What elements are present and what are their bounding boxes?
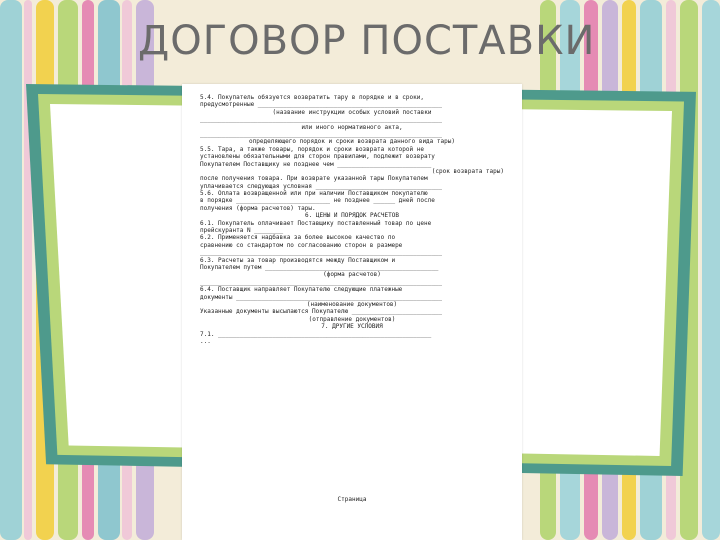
document-line: 5.6. Оплата возвращенной или при наличии Поставщиком покупателю bbox=[200, 190, 428, 198]
slide-title: ДОГОВОР ПОСТАВКИ bbox=[138, 18, 596, 64]
document-page bbox=[182, 84, 522, 540]
page-label: Страница bbox=[337, 496, 367, 503]
document-line: 5.5. Тара, а также товары, порядок и сроки возврата которой не bbox=[200, 145, 424, 153]
document-line: после получения товара. При возврате указанной тары Покупателем bbox=[200, 175, 428, 183]
document-line: (наименование документов) bbox=[306, 300, 398, 308]
document-line: (срок возврата тары) bbox=[431, 167, 504, 175]
document-line: определяющего порядок и сроки возврата данного вида тары) bbox=[249, 138, 455, 146]
document-line: 6. ЦЕНЫ И ПОРЯДОК РАСЧЕТОВ bbox=[305, 212, 399, 220]
document-text bbox=[200, 94, 504, 345]
document-line: ___________________________________________________________________ bbox=[200, 130, 443, 138]
document-line: документы _________________________________________________________ bbox=[200, 293, 443, 301]
document-line: или иного нормативного акта, bbox=[301, 123, 403, 131]
document-line: 7.1. ___________________________________________________________ bbox=[200, 330, 432, 338]
document-line: Покупателем Поставщику не позднее чем __________________________ bbox=[200, 160, 432, 168]
document-line: 6.4. Поставщик направляет Покупателю следующие платежные bbox=[200, 286, 403, 294]
document-line: (название инструкции особых условий поставки bbox=[272, 108, 432, 116]
document-line: прейскуранта N ________ bbox=[200, 227, 284, 235]
document-line: 5.4. Покупатель обязуется возвратить тару в порядке и в сроки, bbox=[200, 94, 424, 101]
document-line: 6.3. Расчеты за товар производятся между Поставщиком и bbox=[200, 256, 396, 264]
document-line: ___________________________________________________________________ bbox=[200, 116, 443, 124]
document-line: (форма расчетов) bbox=[323, 271, 381, 279]
document-line: сравнению со стандартом по согласованию сторон в размере bbox=[200, 241, 403, 249]
document-line: ___________________________________________________________________ bbox=[200, 249, 443, 257]
document-line: уплачивается следующая условная ___________________________________ bbox=[200, 182, 443, 190]
document-line: Указанные документы высылаются Покупателю _________________________ bbox=[200, 308, 443, 316]
document-line: получения (форма расчетов) тары. bbox=[200, 204, 316, 212]
document-line: в порядке __________________________ не позднее ______ дней после bbox=[200, 197, 435, 205]
document-line: предусмотренные ___________________________________________________ bbox=[200, 101, 443, 109]
document-line: ___________________________________________________________________ bbox=[200, 278, 443, 286]
document-line: ... bbox=[200, 337, 211, 345]
document-line: 7. ДРУГИЕ УСЛОВИЯ bbox=[321, 323, 383, 331]
document-line: установлены обязательными для сторон правилами, подлежит возврату bbox=[200, 153, 435, 161]
document-line: 6.2. Применяется надбавка за более высокое качество по bbox=[200, 234, 396, 242]
document-line: Покупателем путем ________________________________________________ bbox=[200, 263, 439, 271]
document-line: (отправление документов) bbox=[308, 315, 396, 323]
document-line: 6.1. Покупатель оплачивает Поставщику поставленный товар по цене bbox=[200, 219, 432, 227]
